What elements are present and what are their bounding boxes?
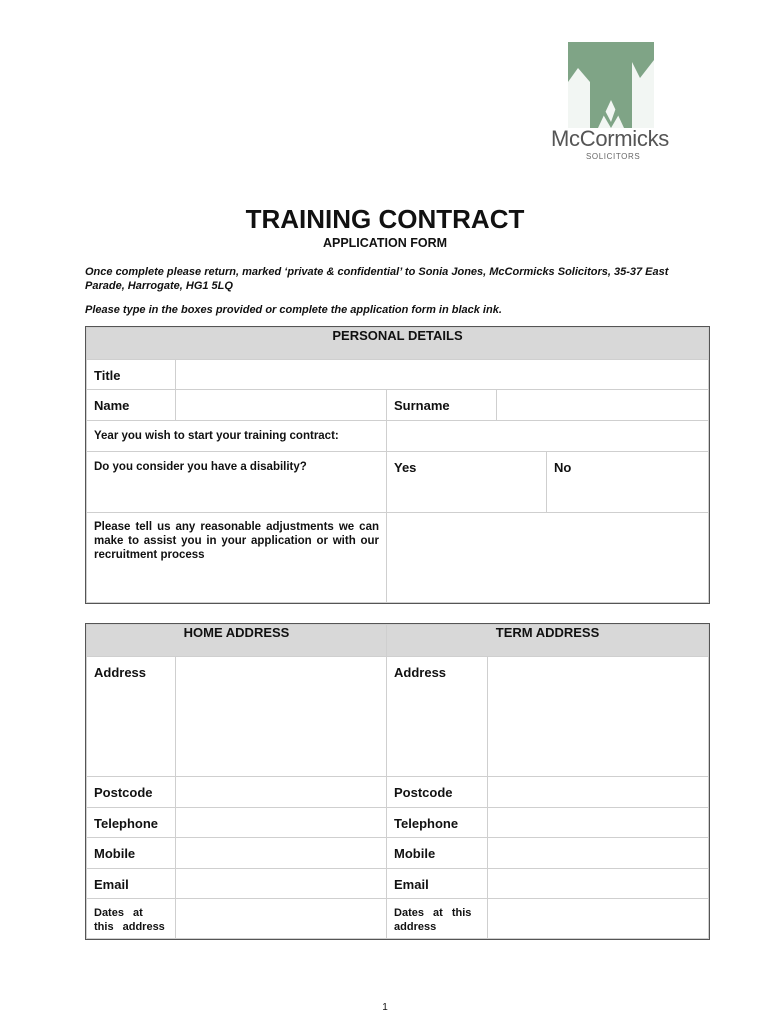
yes-label: Yes: [394, 460, 417, 475]
home-telephone-label: Telephone: [87, 808, 176, 838]
home-dates-label: Dates at this address: [87, 899, 176, 939]
term-dates-input[interactable]: [488, 899, 709, 939]
home-dates-input[interactable]: [176, 899, 387, 939]
home-address-label: Address: [87, 657, 176, 777]
home-telephone-input[interactable]: [176, 808, 387, 838]
home-mobile-input[interactable]: [176, 838, 387, 869]
home-address-heading: HOME ADDRESS: [87, 625, 387, 657]
term-address-label: Address: [387, 657, 488, 777]
term-email-label: Email: [387, 869, 488, 899]
name-input[interactable]: [176, 390, 387, 421]
term-address-input[interactable]: [488, 657, 709, 777]
term-email-input[interactable]: [488, 869, 709, 899]
term-address-heading: TERM ADDRESS: [387, 625, 709, 657]
brand-subtitle: SOLICITORS: [586, 152, 641, 161]
brand-name: McCormicks: [551, 126, 669, 151]
logo-m-icon: [568, 42, 654, 128]
home-email-input[interactable]: [176, 869, 387, 899]
term-mobile-label: Mobile: [387, 838, 488, 869]
ink-instructions: Please type in the boxes provided or complete the application form in black ink.: [85, 304, 502, 316]
no-label: No: [554, 460, 572, 475]
logo-mark: [568, 42, 654, 128]
home-postcode-label: Postcode: [87, 777, 176, 808]
page-subtitle: APPLICATION FORM: [322, 236, 448, 250]
address-table: [86, 624, 709, 939]
disability-no-option[interactable]: [547, 452, 709, 513]
home-postcode-input[interactable]: [176, 777, 387, 808]
home-mobile-label: Mobile: [87, 838, 176, 869]
home-address-input[interactable]: [176, 657, 387, 777]
page-title: TRAINING CONTRACT: [245, 204, 525, 234]
home-email-label: Email: [87, 869, 176, 899]
term-postcode-input[interactable]: [488, 777, 709, 808]
name-label: Name: [87, 390, 176, 421]
personal-details-heading: PERSONAL DETAILS: [87, 328, 709, 360]
title-input[interactable]: [176, 360, 709, 390]
term-telephone-input[interactable]: [488, 808, 709, 838]
start-year-label: Year you wish to start your training contract:: [87, 421, 387, 452]
term-mobile-input[interactable]: [488, 838, 709, 869]
adjustments-input[interactable]: [387, 513, 709, 603]
disability-label: Do you consider you have a disability?: [87, 452, 387, 513]
term-postcode-label: Postcode: [387, 777, 488, 808]
disability-yes-option[interactable]: [387, 452, 547, 513]
term-dates-label: Dates at this address: [387, 899, 488, 939]
return-instructions: Once complete please return, marked ‘private & confidential’ to Sonia Jones, McCormicks Solicitors, 35-37 East Parade, Harrogate, HG1 5LQ: [85, 266, 669, 292]
surname-label: Surname: [387, 390, 497, 421]
start-year-input[interactable]: [387, 421, 709, 452]
adjustments-label: Please tell us any reasonable adjustments we can make to assist you in your application or with our recruitment process: [87, 513, 387, 603]
title-label: Title: [87, 360, 176, 390]
page-number: 1: [382, 1002, 388, 1013]
term-telephone-label: Telephone: [387, 808, 488, 838]
surname-input[interactable]: [497, 390, 709, 421]
personal-details-table: [86, 327, 709, 603]
